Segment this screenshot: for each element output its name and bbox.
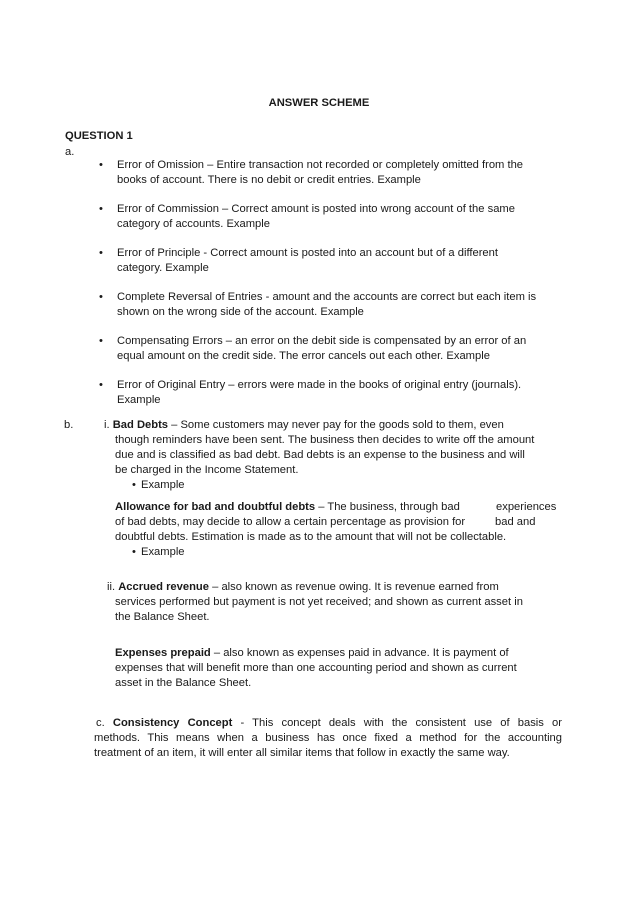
- part-b-label: b.: [64, 419, 74, 431]
- bullet-icon: •: [99, 203, 103, 215]
- consistency-concept-heading: Consistency Concept: [112, 717, 233, 729]
- accrued-revenue-section: ii. Accrued revenue – also known as revenue owing. It is revenue earned from services performed but payment is not yet received; and shown as current asset in the Balance Sheet.: [107, 581, 523, 623]
- expenses-prepaid-section: Expenses prepaid – also known as expenses paid in advance. It is payment of expenses that will benefit more than one accounting period and shown as current asset in the Balance Sheet.: [115, 647, 517, 689]
- part-a-label: a.: [65, 146, 75, 158]
- bullet-icon: •: [132, 479, 136, 491]
- bullet-icon: •: [99, 247, 103, 259]
- question-heading: QUESTION 1: [65, 130, 133, 142]
- expenses-prepaid-heading: Expenses prepaid: [115, 647, 211, 659]
- part-a-list: [93, 158, 563, 408]
- bullet-icon: •: [99, 159, 103, 171]
- list-item: • Error of Commission – Correct amount is posted into wrong account of the same category of accounts. Example: [93, 202, 563, 232]
- list-item: • Complete Reversal of Entries - amount and the accounts are correct but each item is shown on the wrong side of the account. Example: [93, 290, 563, 320]
- bullet-icon: •: [132, 546, 136, 558]
- list-item: • Example: [115, 478, 574, 493]
- consistency-concept-section: c. Consistency Concept - This concept deals with the consistent use of basis or methods. This means when a business has once fixed a method for the accounting treatment of an item, it will enter all similar items that follow in exactly the same way.: [94, 717, 563, 759]
- allowance-heading: Allowance for bad and doubtful debts: [115, 501, 316, 513]
- list-item: • Error of Original Entry – errors were made in the books of original entry (journals). Example: [93, 378, 563, 408]
- list-item: • Error of Principle - Correct amount is posted into an account but of a different category. Example: [93, 246, 563, 276]
- list-item: • Example: [115, 545, 565, 560]
- bad-debts-section: i. Bad Debts – Some customers may never pay for the goods sold to them, even though reminders have been sent. The business then decides to write off the amount due and is classified as bad debt. Bad debts is an expense to the business and will be charged in the Income Statement. • Example: [104, 418, 574, 493]
- part-c-label: c.: [96, 717, 105, 729]
- accrued-revenue-heading: Accrued revenue: [118, 581, 209, 593]
- allowance-section: Allowance for bad and doubtful debts – The business, through bad experiences of bad debts, may decide to allow a certain percentage as provision for bad and doubtful debts. Estimation is made as to the amount that will not be collectable. • Example: [115, 500, 565, 560]
- list-item: • Error of Omission – Entire transaction not recorded or completely omitted from the books of account. There is no debit or credit entries. Example: [93, 158, 563, 188]
- bad-debts-heading: Bad Debts: [112, 419, 169, 431]
- bullet-icon: •: [99, 335, 103, 347]
- bullet-icon: •: [99, 379, 103, 391]
- bullet-icon: •: [99, 291, 103, 303]
- list-item: • Compensating Errors – an error on the debit side is compensated by an error of an equal amount on the credit side. The error cancels out each other. Example: [93, 334, 563, 364]
- page-title: ANSWER SCHEME: [268, 97, 370, 109]
